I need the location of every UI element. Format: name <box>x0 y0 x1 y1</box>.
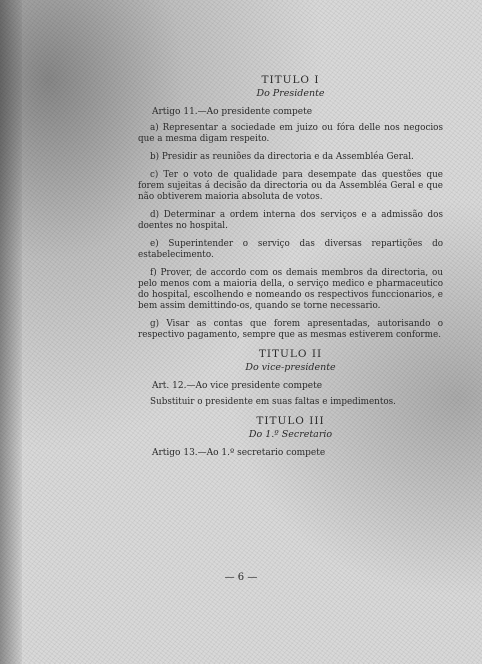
document-body <box>138 74 443 464</box>
titulo-1-heading: TITULO I <box>261 74 320 86</box>
page-number: — 6 — <box>224 572 258 583</box>
paragraph-g: g) Visar as contas que forem apresentadas, autorisando o respectivo pagamento, sempre que as mesmas estiverem conforme. <box>138 319 443 340</box>
artigo-13: Artigo 13.—Ao 1.º secretario compete <box>152 448 326 458</box>
paragraph-vice: Substituir o presidente em suas faltas e impedimentos. <box>150 397 396 407</box>
artigo-11: Artigo 11.—Ao presidente compete <box>152 107 313 117</box>
paragraph-f: f) Prover, de accordo com os demais membros da directoria, ou pelo menos com a maioria della, o serviço medico e pharmaceutico do hospital, escolhendo e nomeando os respectivos funccionarios, e bem assim demittindo-os, quando se torne necessario. <box>138 268 443 311</box>
paragraph-c: c) Ter o voto de qualidade para desempate das questões que forem sujeitas á decisão da directoria ou da Assembléa Geral e que não obtiverem maioria absoluta de votos. <box>138 170 443 202</box>
titulo-2-subheading: Do vice-presidente <box>245 362 336 373</box>
titulo-1-subheading: Do Presidente <box>256 88 325 99</box>
page-shadow-edge <box>0 0 22 664</box>
paragraph-a: a) Representar a sociedade em juizo ou fóra delle nos negocios que a mesma digam respeito. <box>138 123 443 144</box>
artigo-12: Art. 12.—Ao vice presidente compete <box>152 381 323 391</box>
titulo-2-heading: TITULO II <box>258 348 323 360</box>
paragraph-b: b) Presidir as reuniões da directoria e da Assembléa Geral. <box>150 152 414 162</box>
titulo-3-heading: TITULO III <box>256 415 325 427</box>
titulo-3-subheading: Do 1.º Secretario <box>248 429 333 440</box>
paragraph-d: d) Determinar a ordem interna dos serviços e a admissão dos doentes no hospital. <box>138 210 443 231</box>
paragraph-e: e) Superintender o serviço das diversas repartições do estabelecimento. <box>138 239 443 260</box>
